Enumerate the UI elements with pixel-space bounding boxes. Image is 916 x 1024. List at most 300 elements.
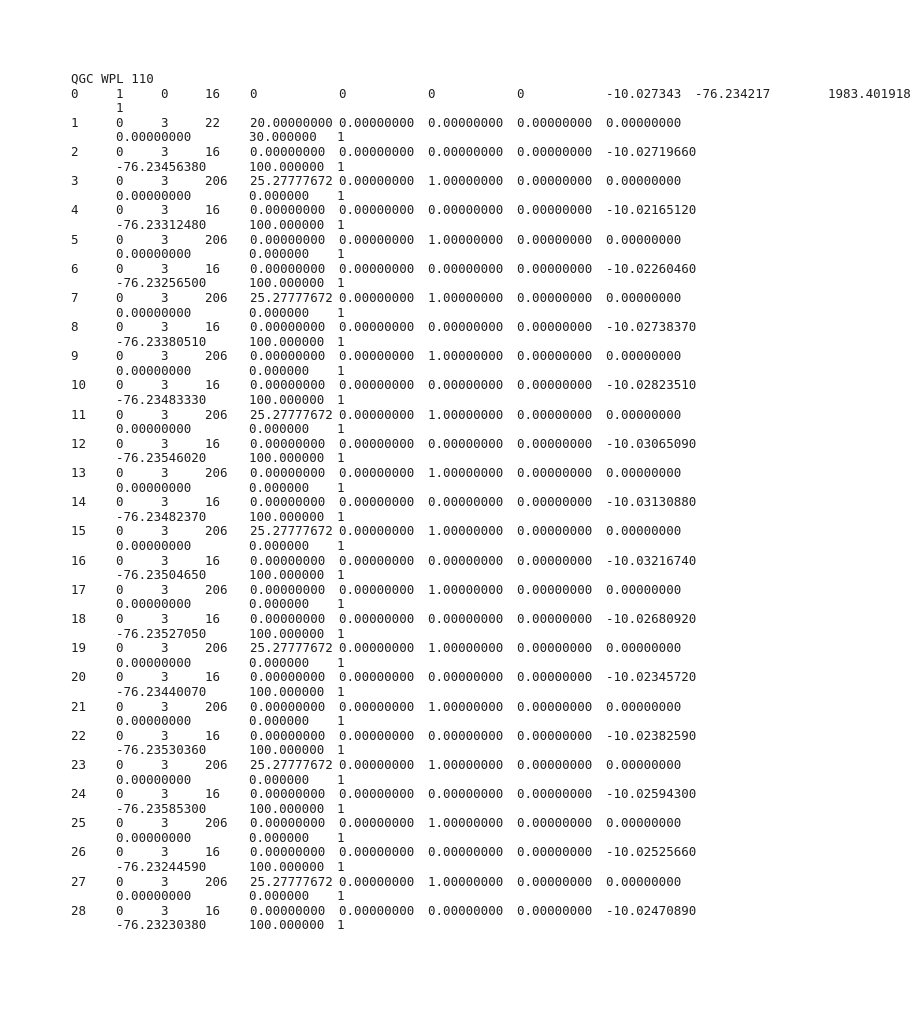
waypoint-field: 16 [205,319,221,335]
waypoint-field: 1 [337,917,345,933]
waypoint-field: 0 [116,581,124,597]
waypoint-row-continuation [71,773,916,788]
indent [71,889,116,904]
waypoint-field: 3 [161,844,169,860]
waypoint-field: 0.00000000 [250,348,326,364]
waypoint-row [71,554,916,583]
waypoint-row [71,320,916,349]
waypoint-field: 0.00000000 [339,377,415,393]
waypoint-field: 28 [71,902,87,918]
indent [71,276,116,291]
waypoint-row-continuation [71,597,916,612]
waypoint-field: 18 [71,610,87,626]
waypoint-field: 3 [161,114,169,130]
waypoint-field: 22 [71,727,87,743]
waypoint-field: 0.00000000 [339,610,415,626]
indent [71,160,116,175]
waypoint-field: 0.000000 [249,596,310,612]
waypoint-field: 0.00000000 [517,260,593,276]
waypoint-field: 0.00000000 [339,581,415,597]
waypoint-field: 3 [161,494,169,510]
waypoint-field: 100.000000 [249,683,325,699]
waypoint-field: 25.27777672 [250,640,333,656]
waypoint-field: 0.00000000 [606,523,682,539]
waypoint-field: -10.02594300 [606,786,697,802]
indent [71,743,116,758]
waypoint-field: 0.00000000 [339,114,415,130]
waypoint-field: 100.000000 [249,859,325,875]
waypoint-field: 100.000000 [249,625,325,641]
waypoint-field: 0.00000000 [116,771,192,787]
waypoint-field: 0.00000000 [517,143,593,159]
waypoint-row [71,437,916,466]
waypoint-row-continuation [71,189,916,204]
waypoint-field: 0.00000000 [339,143,415,159]
waypoint-field: 0.000000 [249,713,310,729]
waypoint-field: -76.23440070 [116,683,207,699]
waypoint-field: 16 [205,202,221,218]
waypoint-field: 0.00000000 [517,377,593,393]
waypoint-field: 16 [205,669,221,685]
waypoint-field: 0.000000 [249,246,310,262]
waypoint-field: 16 [205,902,221,918]
waypoint-field: 0.00000000 [428,727,504,743]
waypoint-row [71,378,916,407]
waypoint-row-continuation [71,335,916,350]
waypoint-row [71,787,916,816]
waypoint-row-continuation [71,101,916,116]
waypoint-field: 0.00000000 [116,596,192,612]
waypoint-field: 0.000000 [249,421,310,437]
waypoint-field: 0 [161,85,169,101]
waypoint-field: 0.00000000 [428,494,504,510]
waypoint-field: -76.23456380 [116,158,207,174]
waypoint-row [71,670,916,699]
waypoint-row-line [71,700,916,715]
waypoint-row-continuation [71,743,916,758]
waypoint-field: 206 [205,348,228,364]
waypoint-field: 0.00000000 [517,669,593,685]
waypoint-field: 0.00000000 [250,815,326,831]
waypoint-field: 19 [71,640,87,656]
waypoint-field: 3 [161,406,169,422]
waypoint-row-line [71,904,916,919]
indent [71,189,116,204]
waypoint-field: 1.00000000 [428,348,504,364]
indent [71,247,116,262]
waypoint-field: 1 [337,362,345,378]
waypoint-field: 0.00000000 [339,640,415,656]
waypoint-field: -10.02680920 [606,610,697,626]
waypoint-field: 0.00000000 [517,873,593,889]
waypoint-field: -10.027343 [606,85,682,101]
waypoint-field: 1.00000000 [428,465,504,481]
waypoint-field: 1.00000000 [428,289,504,305]
waypoint-row-line [71,145,916,160]
waypoint-field: 100.000000 [249,333,325,349]
waypoint-row [71,700,916,729]
waypoint-field: 0.00000000 [428,143,504,159]
waypoint-row-line [71,524,916,539]
waypoint-field: 0.00000000 [250,669,326,685]
waypoint-row [71,262,916,291]
waypoint-field: 0.00000000 [250,494,326,510]
waypoint-row [71,875,916,904]
waypoint-field: 0.00000000 [428,435,504,451]
waypoint-field: 0.00000000 [517,435,593,451]
waypoint-row [71,758,916,787]
waypoint-field: 1 [71,114,79,130]
waypoint-field: 3 [161,552,169,568]
waypoint-row-line [71,262,916,277]
waypoint-field: 1.00000000 [428,581,504,597]
waypoint-field: 1.00000000 [428,815,504,831]
waypoint-field: 0.00000000 [339,494,415,510]
waypoint-field: 1 [337,683,345,699]
waypoint-row [71,203,916,232]
waypoint-row-line [71,291,916,306]
waypoint-field: 0.00000000 [339,202,415,218]
waypoint-field: 9 [71,348,79,364]
waypoint-field: -10.03130880 [606,494,697,510]
waypoint-field: -10.02823510 [606,377,697,393]
waypoint-field: 3 [161,815,169,831]
waypoint-row [71,145,916,174]
waypoint-field: 0.00000000 [428,552,504,568]
waypoint-row-line [71,87,916,102]
waypoint-field: -10.03216740 [606,552,697,568]
waypoint-field: 3 [161,902,169,918]
waypoint-field: 0 [517,85,525,101]
waypoint-field: 0.00000000 [250,435,326,451]
waypoint-row-continuation [71,831,916,846]
waypoint-field: 1 [337,567,345,583]
waypoint-row [71,816,916,845]
waypoint-document [71,72,916,933]
waypoint-field: 0.00000000 [116,654,192,670]
waypoint-field: 25.27777672 [250,873,333,889]
waypoint-field: -76.23530360 [116,742,207,758]
waypoint-field: 0.00000000 [428,319,504,335]
waypoint-field: 0 [116,669,124,685]
waypoint-field: 0.00000000 [339,727,415,743]
waypoint-field: 0.00000000 [339,289,415,305]
waypoint-field: 1.00000000 [428,640,504,656]
waypoint-field: 1 [337,158,345,174]
waypoint-field: 0.00000000 [250,231,326,247]
waypoint-row-line [71,466,916,481]
waypoint-field: 0 [116,727,124,743]
waypoint-field: 16 [205,85,221,101]
waypoint-field: 0 [116,435,124,451]
waypoint-field: 1 [337,246,345,262]
waypoint-row-continuation [71,306,916,321]
waypoint-field: 22 [205,114,221,130]
waypoint-field: 1 [337,771,345,787]
waypoint-field: 3 [161,581,169,597]
indent [71,451,116,466]
waypoint-field: 0.00000000 [339,523,415,539]
waypoint-field: 25 [71,815,87,831]
waypoint-field: 0.00000000 [339,231,415,247]
waypoint-field: 1 [337,829,345,845]
waypoint-field: 0 [116,231,124,247]
waypoint-field: 1.00000000 [428,406,504,422]
waypoint-field: 0 [116,348,124,364]
waypoint-field: 0 [116,844,124,860]
waypoint-field: 0.00000000 [339,786,415,802]
waypoint-field: 206 [205,581,228,597]
waypoint-field: 25.27777672 [250,406,333,422]
waypoint-field: 206 [205,873,228,889]
waypoint-field: 1 [337,713,345,729]
waypoint-field: 5 [71,231,79,247]
waypoint-field: 0 [116,786,124,802]
waypoint-field: 0.00000000 [250,698,326,714]
waypoint-field: 1 [116,100,124,116]
waypoint-field: 0.00000000 [517,202,593,218]
waypoint-field: 100.000000 [249,800,325,816]
waypoint-field: 0.00000000 [116,362,192,378]
indent [71,422,116,437]
waypoint-field: 1 [337,187,345,203]
waypoint-field: 100.000000 [249,158,325,174]
waypoint-field: 16 [205,377,221,393]
waypoint-row-line [71,233,916,248]
waypoint-field: 0 [71,85,79,101]
indent [71,218,116,233]
waypoint-field: 100.000000 [249,450,325,466]
waypoint-field: 0.00000000 [428,786,504,802]
waypoint-field: 0.00000000 [339,173,415,189]
waypoint-field: 0.00000000 [517,319,593,335]
waypoint-field: 0 [116,815,124,831]
waypoint-field: 0.00000000 [517,581,593,597]
waypoint-field: 1.00000000 [428,173,504,189]
waypoint-field: 21 [71,698,87,714]
waypoint-field: 0.00000000 [428,114,504,130]
waypoint-field: 206 [205,640,228,656]
waypoint-field: 16 [205,610,221,626]
waypoint-field: 1 [337,508,345,524]
waypoint-field: 0.00000000 [250,260,326,276]
waypoint-row-line [71,612,916,627]
waypoint-field: 0.00000000 [339,552,415,568]
waypoint-field: 1 [337,742,345,758]
waypoint-row [71,408,916,437]
waypoint-field: 0.00000000 [517,114,593,130]
waypoint-field: 3 [161,756,169,772]
waypoint-field: 100.000000 [249,216,325,232]
waypoint-row-line [71,845,916,860]
waypoint-row-continuation [71,422,916,437]
waypoint-field: -76.23585300 [116,800,207,816]
waypoint-field: 27 [71,873,87,889]
waypoint-field: 0 [116,902,124,918]
waypoint-field: 0 [116,873,124,889]
waypoint-row-line [71,349,916,364]
waypoint-field: 2 [71,143,79,159]
waypoint-field: 0 [116,698,124,714]
waypoint-field: 0.000000 [249,771,310,787]
waypoint-field: 0.00000000 [339,406,415,422]
waypoint-row-continuation [71,568,916,583]
waypoint-field: 0.00000000 [250,319,326,335]
waypoint-field: 25.27777672 [250,173,333,189]
waypoint-field: 3 [161,319,169,335]
waypoint-field: 0.00000000 [606,348,682,364]
waypoint-field: 0.00000000 [250,465,326,481]
waypoint-field: 1.00000000 [428,873,504,889]
waypoint-field: 1 [337,450,345,466]
waypoint-field: 0.00000000 [517,610,593,626]
waypoint-row-continuation [71,393,916,408]
waypoint-field: 0.00000000 [339,260,415,276]
waypoint-field: -10.03065090 [606,435,697,451]
waypoint-field: -76.23546020 [116,450,207,466]
waypoint-field: 25.27777672 [250,289,333,305]
waypoint-field: 0.00000000 [606,114,682,130]
waypoint-field: 3 [161,669,169,685]
waypoint-field: 3 [161,173,169,189]
indent [71,627,116,642]
waypoint-field: 0.00000000 [428,610,504,626]
waypoint-row-line [71,729,916,744]
waypoint-row [71,641,916,670]
waypoint-field: 0.00000000 [250,143,326,159]
waypoint-field: 3 [161,465,169,481]
waypoint-field: 0.00000000 [116,888,192,904]
indent [71,597,116,612]
waypoint-field: 206 [205,698,228,714]
waypoint-field: 0.00000000 [339,669,415,685]
waypoint-field: 3 [161,260,169,276]
waypoint-field: 0.00000000 [339,844,415,860]
waypoint-field: 16 [205,435,221,451]
waypoint-field: 1.00000000 [428,756,504,772]
waypoint-row-continuation [71,889,916,904]
waypoint-field: 0.00000000 [116,829,192,845]
waypoint-field: 0.00000000 [250,902,326,918]
waypoint-field: 1 [337,888,345,904]
waypoint-field: 1 [337,392,345,408]
waypoint-field: 7 [71,289,79,305]
waypoint-field: 0.00000000 [606,465,682,481]
waypoint-field: 0.00000000 [116,304,192,320]
waypoint-row [71,495,916,524]
waypoint-field: 3 [161,377,169,393]
waypoint-field: 0.00000000 [250,202,326,218]
waypoint-row [71,524,916,553]
waypoint-field: 0.00000000 [250,377,326,393]
waypoint-row-line [71,787,916,802]
waypoint-field: 0.00000000 [517,231,593,247]
waypoint-field: 100.000000 [249,742,325,758]
waypoint-field: 0.000000 [249,538,310,553]
waypoint-field: -76.23312480 [116,216,207,232]
waypoint-row [71,349,916,378]
waypoint-field: 1 [337,275,345,291]
waypoint-row [71,174,916,203]
waypoint-row [71,583,916,612]
waypoint-field: 1.00000000 [428,231,504,247]
waypoint-row-continuation [71,802,916,817]
waypoint-field: 0.00000000 [250,844,326,860]
waypoint-field: 206 [205,465,228,481]
waypoint-row-line [71,554,916,569]
waypoint-field: 0.00000000 [606,698,682,714]
waypoint-field: 1 [337,421,345,437]
waypoint-field: 0.00000000 [339,348,415,364]
waypoint-row [71,466,916,495]
waypoint-field: 14 [71,494,87,510]
waypoint-field: 0.00000000 [250,552,326,568]
waypoint-field: -76.23483330 [116,392,207,408]
waypoint-field: 0.00000000 [517,465,593,481]
waypoint-field: 0.00000000 [339,698,415,714]
waypoint-field: 100.000000 [249,392,325,408]
waypoint-field: 13 [71,465,87,481]
waypoint-field: 206 [205,815,228,831]
waypoint-field: 100.000000 [249,508,325,524]
waypoint-field: 0.00000000 [517,698,593,714]
waypoint-field: 30.000000 [249,129,317,145]
indent [71,802,116,817]
waypoint-field: 0.000000 [249,187,310,203]
waypoint-row-continuation [71,218,916,233]
waypoint-field: 16 [205,494,221,510]
indent [71,335,116,350]
waypoint-field: 1.00000000 [428,698,504,714]
waypoint-field: 0.00000000 [517,494,593,510]
waypoint-field: 1.00000000 [428,523,504,539]
waypoint-row-line [71,116,916,131]
waypoint-row [71,291,916,320]
waypoint-field: 11 [71,406,87,422]
waypoint-row-continuation [71,714,916,729]
waypoint-row-continuation [71,510,916,525]
waypoint-field: 0.00000000 [250,610,326,626]
waypoint-field: -10.02525660 [606,844,697,860]
waypoint-field: 12 [71,435,87,451]
waypoint-field: 0.00000000 [606,406,682,422]
waypoint-field: 20 [71,669,87,685]
waypoint-row-continuation [71,481,916,496]
waypoint-field: -10.02345720 [606,669,697,685]
waypoint-field: 0 [339,85,347,101]
waypoint-field: 0.00000000 [339,435,415,451]
waypoint-row-continuation [71,918,916,933]
waypoint-field: 0.00000000 [517,289,593,305]
waypoint-field: 3 [161,727,169,743]
indent [71,510,116,525]
waypoint-field: 1 [337,625,345,641]
waypoint-row-continuation [71,627,916,642]
waypoint-field: 3 [161,289,169,305]
indent [71,568,116,583]
waypoint-field: 0.00000000 [517,348,593,364]
waypoint-field: 3 [161,640,169,656]
waypoint-field: 3 [161,143,169,159]
waypoint-row-continuation [71,160,916,175]
waypoint-field: 0 [116,523,124,539]
waypoint-field: 4 [71,202,79,218]
waypoint-row-continuation [71,276,916,291]
waypoint-field: 0 [250,85,258,101]
waypoint-row-line [71,495,916,510]
waypoint-field: 3 [161,698,169,714]
waypoint-field: 0.00000000 [116,713,192,729]
